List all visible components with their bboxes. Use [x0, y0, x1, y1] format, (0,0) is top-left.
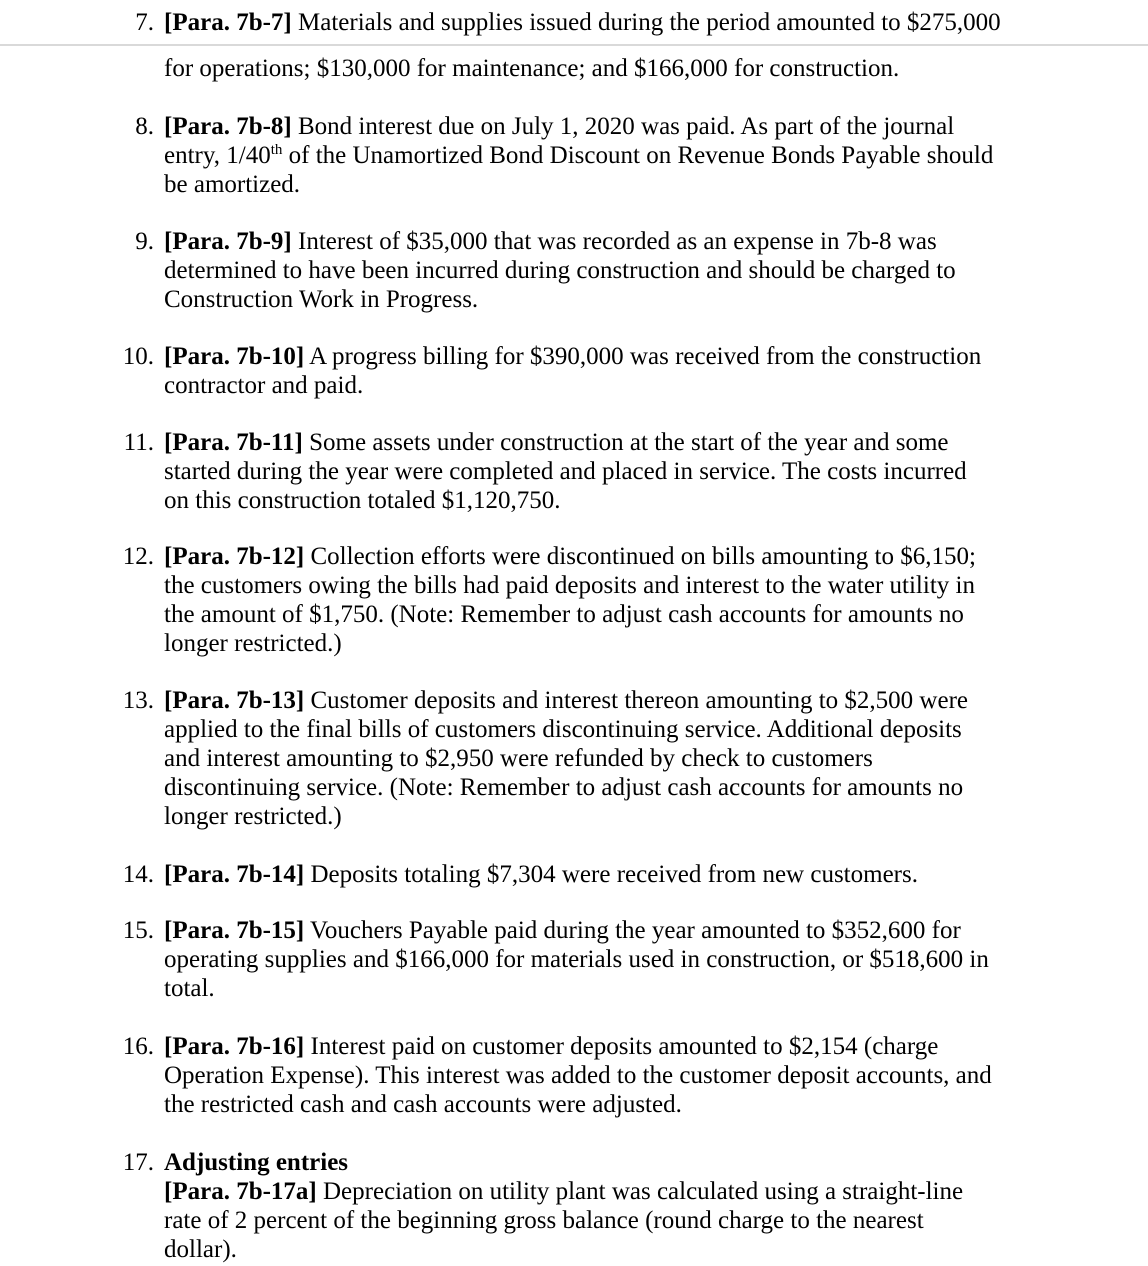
item-number: 8.: [135, 113, 154, 140]
ordinal-suffix: th: [270, 142, 283, 158]
item-body: [164, 1032, 1004, 1119]
item-text-line2: for operations; $130,000 for maintenance; and $166,000 for construction.: [164, 55, 900, 82]
para-reference: [Para. 7b-9]: [164, 228, 292, 255]
item-body: [164, 1148, 976, 1264]
para-reference: [Para. 7b-12]: [164, 543, 305, 570]
item-body: [164, 54, 1064, 83]
item-text: Depreciation on utility plant was calculated using a straight-line rate of 2 percent of the beginning gross balance (round charge to the nearest dollar).: [164, 1178, 964, 1263]
item-text: Customer deposits and interest thereon amounting to $2,500 were applied to the final bills of customers discontinuing service. Additional deposits and interest amounting to $2,950 were refunded by check to customers discontinuing service. (Note: Remember to adjust cash accounts for amounts no longer restricted.): [164, 687, 969, 830]
item-body: [164, 428, 976, 515]
item-number: 15.: [122, 917, 154, 944]
item-number: 10.: [122, 343, 154, 370]
item-number: 11.: [123, 429, 154, 456]
item-body: [164, 8, 1064, 37]
para-reference: [Para. 7b-10]: [164, 343, 305, 370]
para-reference: [Para. 7b-14]: [164, 861, 305, 888]
item-number: 16.: [122, 1033, 154, 1060]
item-body: [164, 342, 994, 400]
item-text: Bond interest due on July 1, 2020 was paid. As part of the journal entry, 1/40: [164, 113, 955, 169]
para-reference: [Para. 7b-15]: [164, 917, 305, 944]
item-text: of the Unamortized Bond Discount on Revenue Bonds Payable should be amortized.: [164, 142, 994, 198]
item-text: Interest of $35,000 that was recorded as an expense in 7b-8 was determined to have been incurred during construction and should be charged to Construction Work in Progress.: [164, 228, 956, 313]
item-text: Collection efforts were discontinued on bills amounting to $6,150; the customers owing the bills had paid deposits and interest to the water utility in the amount of $1,750. (Note: Remember to adjust cash accounts for amounts no longer restricted.): [164, 543, 976, 657]
item-number: 12.: [122, 543, 154, 570]
para-reference: [Para. 7b-11]: [164, 429, 303, 456]
item-number: 7.: [135, 9, 154, 36]
item-body: [164, 916, 999, 1003]
item-text: A progress billing for $390,000 was received from the construction contractor and paid.: [164, 343, 982, 399]
item-number: 17.: [122, 1149, 154, 1176]
section-heading: Adjusting entries: [164, 1149, 349, 1176]
item-text: Some assets under construction at the start of the year and some started during the year were completed and placed in service. The costs incurred on this construction totaled $1,120,750.: [164, 429, 967, 514]
item-body: [164, 542, 982, 658]
para-reference: [Para. 7b-8]: [164, 113, 292, 140]
para-reference: [Para. 7b-13]: [164, 687, 305, 714]
item-number: 13.: [122, 687, 154, 714]
item-body: [164, 860, 1064, 889]
item-text-line1: Materials and supplies issued during the period amounted to $275,000: [291, 9, 1001, 36]
item-text: Deposits totaling $7,304 were received from new customers.: [304, 861, 918, 888]
para-reference: [Para. 7b-7]: [164, 9, 292, 36]
item-text: Vouchers Payable paid during the year amounted to $352,600 for operating supplies and $166,000 for materials used in construction, or $518,600 in total.: [164, 917, 989, 1002]
item-number: 14.: [122, 861, 154, 888]
para-reference: [Para. 7b-17a]: [164, 1178, 317, 1205]
item-text: Interest paid on customer deposits amounted to $2,154 (charge Operation Expense). This interest was added to the customer deposit accounts, and the restricted cash and cash accounts were adjusted.: [164, 1033, 992, 1118]
para-reference: [Para. 7b-16]: [164, 1033, 305, 1060]
item-body: [164, 112, 1009, 199]
item-number: 9.: [135, 228, 154, 255]
page-divider: [0, 44, 1148, 46]
item-body: [164, 686, 974, 831]
item-body: [164, 227, 969, 314]
